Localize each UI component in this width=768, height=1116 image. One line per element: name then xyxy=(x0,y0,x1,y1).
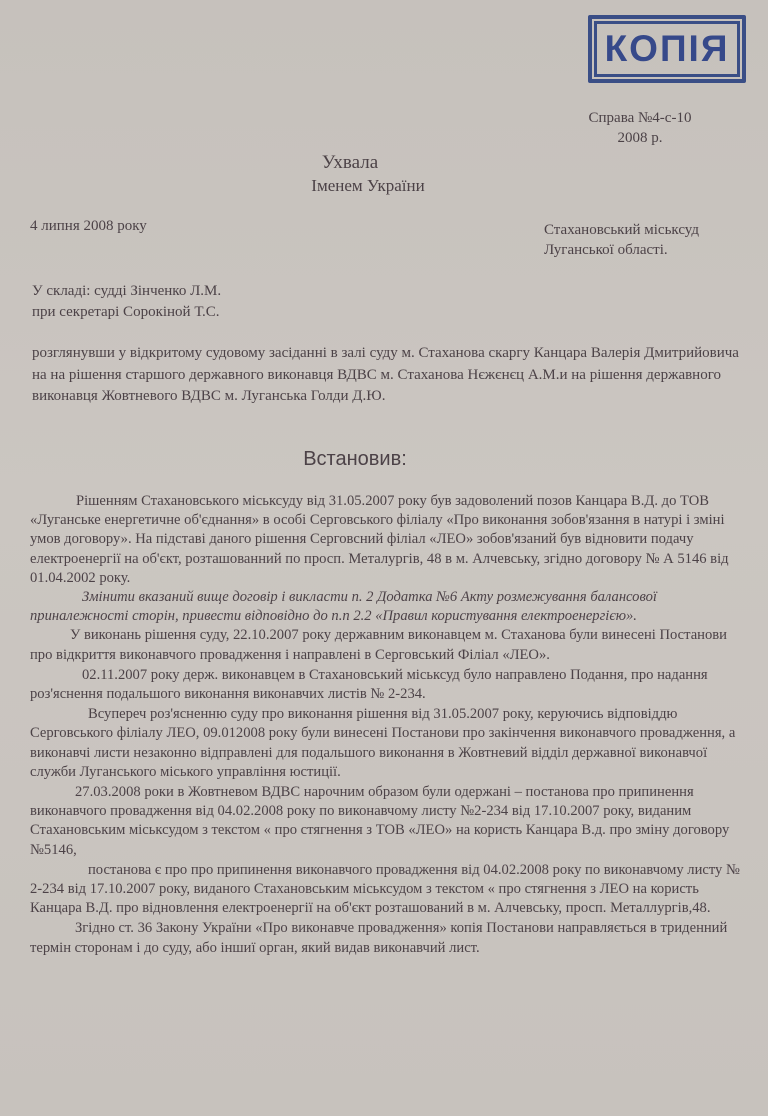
paragraph: 02.11.2007 року держ. виконавцем в Стахановський міськсуд було направлено Подання, про надання роз'яснення подальшого виконання виконавчих листів № 2-234. xyxy=(30,666,708,703)
paragraph: Рішенням Стахановського міськсуду від 31.05.2007 року був задоволений позов Канцара В.Д. до ТОВ «Луганське енергетичне об'єднання» в особі Серговського філіалу «Про виконання зобов'язання в натурі і зміні умов договору». На підставі даного рішення Серговсний філіал «ЛЕО» зобов'язаний був відновити подачу електроенергії на об'єкт, розташованний по просп. Металургів, 48 в м. Алчевську, згідно договору № А 5146 від 01.04.2002 року. xyxy=(30,493,729,586)
court-line-2: Луганської області. xyxy=(544,242,668,258)
case-year: 2008 р. xyxy=(617,130,663,146)
court-composition xyxy=(32,281,221,323)
paragraph: постанова є про про припинення виконавчого провадження від 04.02.2008 року по виконавчому листу № 2-234 від 17.10.2007 року, виданого Стахановським міськсудом з текстом « про стягнення з ЛЕО на користь Канцара В.Д. про відновлення електроенергії на об'єкт розташований в м. Алчевську, просп. Металлургів,48. xyxy=(30,861,740,917)
document-body xyxy=(30,492,750,958)
paragraph: Згідно ст. 36 Закону України «Про виконавче провадження» копія Постанови направляється в триденний термін сторонам і до суду, або іншиї орган, який видав виконавчий лист. xyxy=(30,920,728,956)
paragraph: Всупереч роз'ясненню суду про виконання рішення від 31.05.2007 року, керуючись відповіддю Серговського філіалу ЛЕО, 09.012008 року були винесені Постанови про закінчення виконавчого провадження, а виконавчі листи незаконно відправлені для подальшого виконання в Жовтневий відділ державної виконавчої служби Луганського міського управління юстиції. xyxy=(30,706,736,780)
court-name xyxy=(544,220,699,260)
paragraph: У виконань рішення суду, 22.10.2007 року державним виконавцем м. Стаханова були винесені Постанови про відкриття виконавчого провадження і направлені в Серговський Філіал «ЛЕО». xyxy=(30,627,727,663)
stamp-text: КОПІЯ xyxy=(604,28,730,69)
judge-line: У складі: судді Зінченко Л.М. xyxy=(32,283,222,299)
court-line-1: Стахановський міськсуд xyxy=(544,222,699,238)
considered-paragraph: розглянувши у відкритому судовому засіданні в залі суду м. Стаханова скаргу Канцара Валерія Дмитрийовича на на рішення старшого державного виконавця ВДВС м. Стаханова Нєжєнєц А.М.и на рішення державного виконавця Жовтневого ВДВС м. Луганська Голди Д.Ю. xyxy=(32,345,739,404)
case-number: Справа №4-с-10 xyxy=(588,110,692,126)
case-reference xyxy=(560,108,720,148)
paragraph: Змінити вказаний вище договір і викласти п. 2 Додатка №6 Акту розмежування балансової приналежності сторін, привести відповідно до п.п 2.2 «Правил користування електроенергією». xyxy=(30,589,657,625)
document-date: 4 липня 2008 року xyxy=(30,218,147,234)
copy-stamp xyxy=(588,15,746,83)
secretary-line: при секретарі Сорокіной Т.С. xyxy=(32,304,220,320)
document-subtitle: Іменем України xyxy=(311,176,425,195)
document-title: Ухвала xyxy=(321,152,379,173)
section-heading: Встановив: xyxy=(303,448,407,470)
paragraph: 27.03.2008 роки в Жовтневом ВДВС нарочним образом були одержані – постанова про припинення виконавчого провадження від 04.02.2008 року по виконавчому листу №2-234 від 17.10.2007 року, виданим Стахановським міськсудом з текстом « про стягнення з ТОВ «ЛЕО» на користь Канцара В.д. про зміну договору №5146, xyxy=(30,784,730,858)
